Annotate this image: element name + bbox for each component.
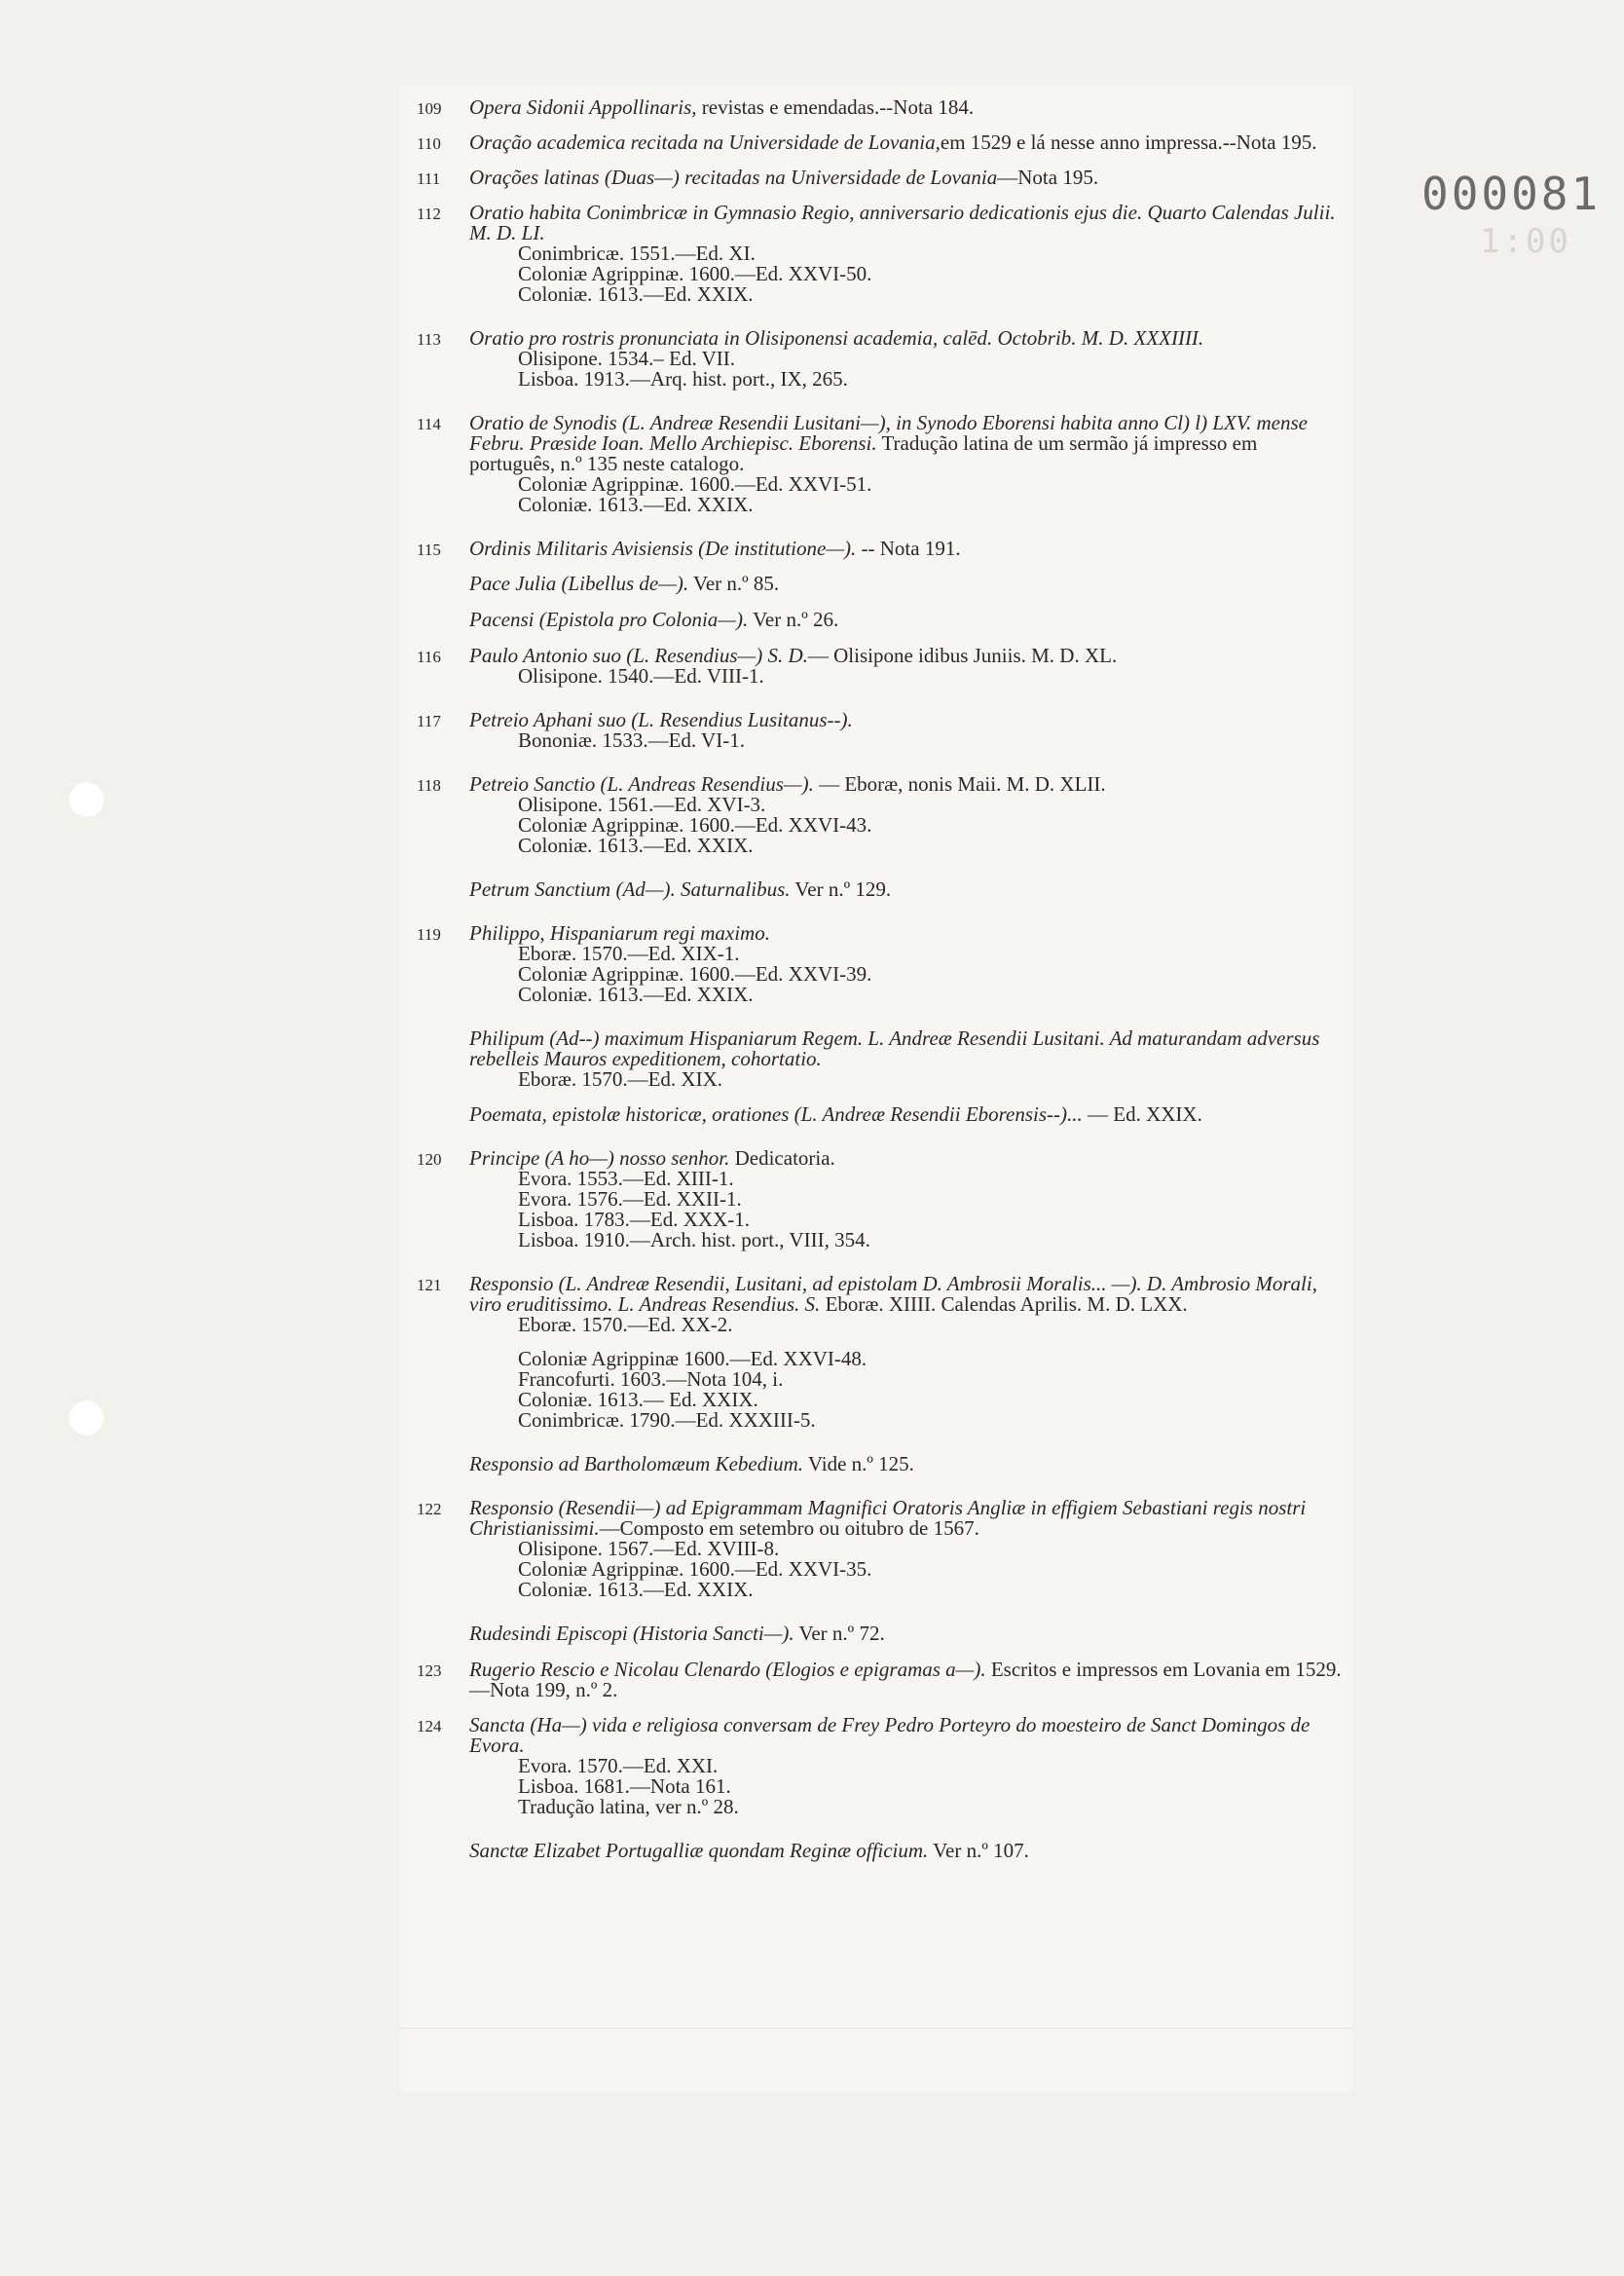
edition-line: Coloniæ. 1613.—Ed. XXIX. bbox=[518, 1578, 754, 1601]
edition-line: Coloniæ Agrippinæ. 1600.—Ed. XXVI-50. bbox=[518, 262, 872, 285]
catalogue-entry bbox=[409, 1274, 1344, 1431]
entry-note: Ver n.º 85. bbox=[688, 572, 780, 595]
edition-line: Coloniæ Agrippinæ 1600.—Ed. XXVI-48. bbox=[518, 1347, 867, 1370]
entry-title: Responsio (Resendii—) ad Epigrammam Magnifici Oratoris Angliæ in effigiem Sebastiani regis nostri Christianissimi. bbox=[469, 1496, 1307, 1540]
entry-number: 115 bbox=[417, 541, 441, 559]
edition-line: Lisboa. 1913.—Arq. hist. port., IX, 265. bbox=[518, 367, 848, 391]
edition-line: Coloniæ Agrippinæ. 1600.—Ed. XXVI-51. bbox=[518, 472, 872, 496]
entry-number: 123 bbox=[417, 1661, 442, 1680]
catalogue-entry bbox=[409, 328, 1344, 390]
edition-line: Coloniæ. 1613.—Ed. XXIX. bbox=[518, 834, 754, 857]
entry-note: Ver n.º 129. bbox=[790, 877, 892, 901]
entry-title: Opera Sidonii Appollinaris, bbox=[469, 95, 697, 119]
edition-line: Eboræ. 1570.—Ed. XX-2. bbox=[518, 1313, 733, 1336]
edition-line: Coloniæ Agrippinæ. 1600.—Ed. XXVI-35. bbox=[518, 1557, 872, 1581]
edition-line: Coloniæ. 1613.—Ed. XXIX. bbox=[518, 493, 754, 516]
entry-title: Oratio de Synodis (L. Andreæ Resendii Lusitani—), in Synodo Eborensi habita anno Cl) l) LXV. mense Febru. Præside Ioan. Mello Archiepisc. Eborensi. bbox=[469, 411, 1308, 455]
cross-reference bbox=[409, 574, 1344, 594]
entry-title: Sancta (Ha—) vida e religiosa conversam de Frey Pedro Porteyro do moesteiro de Sanct Domingos de Evora. bbox=[469, 1713, 1310, 1757]
edition-line: Tradução latina, ver n.º 28. bbox=[518, 1795, 739, 1818]
cross-reference bbox=[409, 1028, 1344, 1090]
entry-number: 113 bbox=[417, 330, 441, 349]
entry-title: Pace Julia (Libellus de—). bbox=[469, 572, 689, 595]
entry-title: Petreio Sanctio (L. Andreas Resendius—). bbox=[469, 772, 814, 796]
entry-number: 114 bbox=[417, 415, 441, 433]
entry-title: Orações latinas (Duas—) recitadas na Universidade de Lovania bbox=[469, 166, 998, 189]
catalogue-entry bbox=[409, 539, 1344, 559]
entry-note: — Ed. XXIX. bbox=[1082, 1102, 1202, 1126]
edition-line: Coloniæ Agrippinæ. 1600.—Ed. XXVI-43. bbox=[518, 813, 872, 837]
edition-line: Conimbricæ. 1551.—Ed. XI. bbox=[518, 242, 756, 265]
catalogue-entry bbox=[409, 413, 1344, 515]
catalogue-entry bbox=[409, 203, 1344, 305]
entry-note: — Olisipone idibus Juniis. M. D. XL. bbox=[807, 644, 1118, 667]
catalogue-entry bbox=[409, 97, 1344, 118]
edition-line: Coloniæ. 1613.—Ed. XXIX. bbox=[518, 282, 754, 306]
entry-number: 110 bbox=[417, 134, 441, 153]
entry-note: Ver n.º 72. bbox=[794, 1622, 885, 1645]
cross-reference bbox=[409, 879, 1344, 900]
edition-line: Olisipone. 1540.—Ed. VIII-1. bbox=[518, 664, 764, 688]
edition-line: Evora. 1553.—Ed. XIII-1. bbox=[518, 1167, 734, 1190]
entry-title: Petreio Aphani suo (L. Resendius Lusitanus--). bbox=[469, 708, 853, 731]
entry-note: Ver n.º 26. bbox=[748, 608, 839, 631]
entry-number: 112 bbox=[417, 205, 441, 223]
entry-title: Principe (A ho—) nosso senhor. bbox=[469, 1146, 730, 1170]
entry-note: Dedicatoria. bbox=[729, 1146, 835, 1170]
edition-line: Evora. 1570.—Ed. XXI. bbox=[518, 1754, 719, 1777]
catalogue-entry bbox=[409, 1715, 1344, 1817]
edition-line: Eboræ. 1570.—Ed. XIX. bbox=[518, 1067, 722, 1091]
catalogue-entry bbox=[409, 132, 1344, 153]
entry-title: Ordinis Militaris Avisiensis (De institutione—). bbox=[469, 537, 857, 560]
entry-number: 124 bbox=[417, 1717, 442, 1735]
lower-slip bbox=[399, 2028, 1353, 2087]
catalogue-list bbox=[409, 97, 1344, 1876]
catalogue-entry bbox=[409, 1148, 1344, 1250]
entry-note: Eboræ. XIIII. Calendas Aprilis. M. D. LXX. bbox=[820, 1292, 1188, 1316]
catalogue-entry bbox=[409, 646, 1344, 687]
entry-number: 109 bbox=[417, 99, 442, 118]
entry-title: Poemata, epistolæ historicæ, orationes (L. Andreæ Resendii Eborensis--)... bbox=[469, 1102, 1083, 1126]
entry-title: Rudesindi Episcopi (Historia Sancti—). bbox=[469, 1622, 794, 1645]
catalogue-entry bbox=[409, 1660, 1344, 1700]
entry-note: revistas e emendadas.--Nota 184. bbox=[696, 95, 975, 119]
entry-note: em 1529 e lá nesse anno impressa.--Nota 195. bbox=[940, 131, 1317, 154]
edition-line: Evora. 1576.—Ed. XXII-1. bbox=[518, 1187, 742, 1211]
cross-reference bbox=[409, 1104, 1344, 1125]
entry-note: Vide n.º 125. bbox=[802, 1452, 914, 1475]
entry-title: Philippo, Hispaniarum regi maximo. bbox=[469, 921, 770, 945]
entry-title: Rugerio Rescio e Nicolau Clenardo (Elogios e epigramas a—). bbox=[469, 1658, 986, 1681]
entry-number: 117 bbox=[417, 712, 441, 730]
edition-line: Lisboa. 1910.—Arch. hist. port., VIII, 354. bbox=[518, 1228, 870, 1251]
entry-note: Ver n.º 107. bbox=[928, 1839, 1029, 1862]
entry-number: 116 bbox=[417, 648, 441, 666]
edition-line: Coloniæ. 1613.— Ed. XXIX. bbox=[518, 1388, 758, 1411]
entry-title: Responsio (L. Andreæ Resendii, Lusitani, ad epistolam D. Ambrosii Moralis... —). D. Ambrosio Morali, viro eruditissimo. L. Andreas Resendius. S. bbox=[469, 1272, 1317, 1316]
edition-line: Eboræ. 1570.—Ed. XIX-1. bbox=[518, 942, 740, 965]
entry-note: — Eboræ, nonis Maii. M. D. XLII. bbox=[813, 772, 1106, 796]
punch-hole-top bbox=[68, 781, 105, 818]
catalogue-entry bbox=[409, 774, 1344, 856]
entry-number: 118 bbox=[417, 776, 441, 795]
catalogue-entry bbox=[409, 168, 1344, 188]
entry-note: —Nota 195. bbox=[997, 166, 1099, 189]
edition-line: Lisboa. 1681.—Nota 161. bbox=[518, 1774, 731, 1798]
edition-line: Olisipone. 1534.– Ed. VII. bbox=[518, 347, 736, 370]
cross-reference bbox=[409, 1454, 1344, 1474]
entry-number: 111 bbox=[417, 169, 441, 188]
page-stamp-number: 000081 bbox=[1421, 168, 1602, 220]
cross-reference bbox=[409, 610, 1344, 630]
edition-line: Olisipone. 1567.—Ed. XVIII-8. bbox=[518, 1537, 780, 1560]
cross-reference bbox=[409, 1841, 1344, 1861]
entry-title: Oratio pro rostris pronunciata in Olisiponensi academia, calēd. Octobrib. M. D. XXXIIII. bbox=[469, 326, 1204, 350]
edition-line: Conimbricæ. 1790.—Ed. XXXIII-5. bbox=[518, 1408, 816, 1432]
edition-line: Francofurti. 1603.—Nota 104, i. bbox=[518, 1367, 784, 1391]
catalogue-entry bbox=[409, 923, 1344, 1005]
entry-title: Paulo Antonio suo (L. Resendius—) S. D. bbox=[469, 644, 808, 667]
entry-note: -- Nota 191. bbox=[856, 537, 961, 560]
entry-note: —Composto em setembro ou oitubro de 1567. bbox=[599, 1516, 979, 1540]
edition-line: Coloniæ. 1613.—Ed. XXIX. bbox=[518, 983, 754, 1006]
edition-line: Olisipone. 1561.—Ed. XVI-3. bbox=[518, 793, 766, 816]
entry-number: 120 bbox=[417, 1150, 442, 1169]
entry-number: 119 bbox=[417, 925, 441, 944]
entry-number: 122 bbox=[417, 1500, 442, 1518]
punch-hole-bottom bbox=[68, 1399, 105, 1436]
cross-reference bbox=[409, 1623, 1344, 1644]
catalogue-entry bbox=[409, 710, 1344, 751]
page-stamp-ghost: 1:00 bbox=[1480, 222, 1571, 261]
catalogue-entry bbox=[409, 1498, 1344, 1600]
entry-note: Escritos e impressos em Lovania em 1529.—Nota 199, n.º 2. bbox=[469, 1658, 1342, 1701]
entry-title: Sanctæ Elizabet Portugalliæ quondam Reginæ officium. bbox=[469, 1839, 929, 1862]
entry-title: Petrum Sanctium (Ad—). Saturnalibus. bbox=[469, 877, 791, 901]
entry-note: Tradução latina de um sermão já impresso em português, n.º 135 neste catalogo. bbox=[469, 431, 1258, 475]
edition-line: Lisboa. 1783.—Ed. XXX-1. bbox=[518, 1208, 750, 1231]
entry-title: Oratio habita Conimbricæ in Gymnasio Regio, anniversario dedicationis ejus die. Quarto Calendas Julii. M. D. LI. bbox=[469, 201, 1336, 244]
entry-title: Oração academica recitada na Universidade de Lovania, bbox=[469, 131, 941, 154]
entry-number: 121 bbox=[417, 1276, 442, 1294]
edition-line: Coloniæ Agrippinæ. 1600.—Ed. XXVI-39. bbox=[518, 962, 872, 986]
entry-title: Philipum (Ad--) maximum Hispaniarum Regem. L. Andreæ Resendii Lusitani. Ad maturandam adversus rebelleis Mauros expeditionem, cohortatio. bbox=[469, 1026, 1320, 1070]
edition-line: Bononiæ. 1533.—Ed. VI-1. bbox=[518, 728, 745, 752]
entry-title: Pacensi (Epistola pro Colonia—). bbox=[469, 608, 749, 631]
entry-title: Responsio ad Bartholomæum Kebedium. bbox=[469, 1452, 803, 1475]
